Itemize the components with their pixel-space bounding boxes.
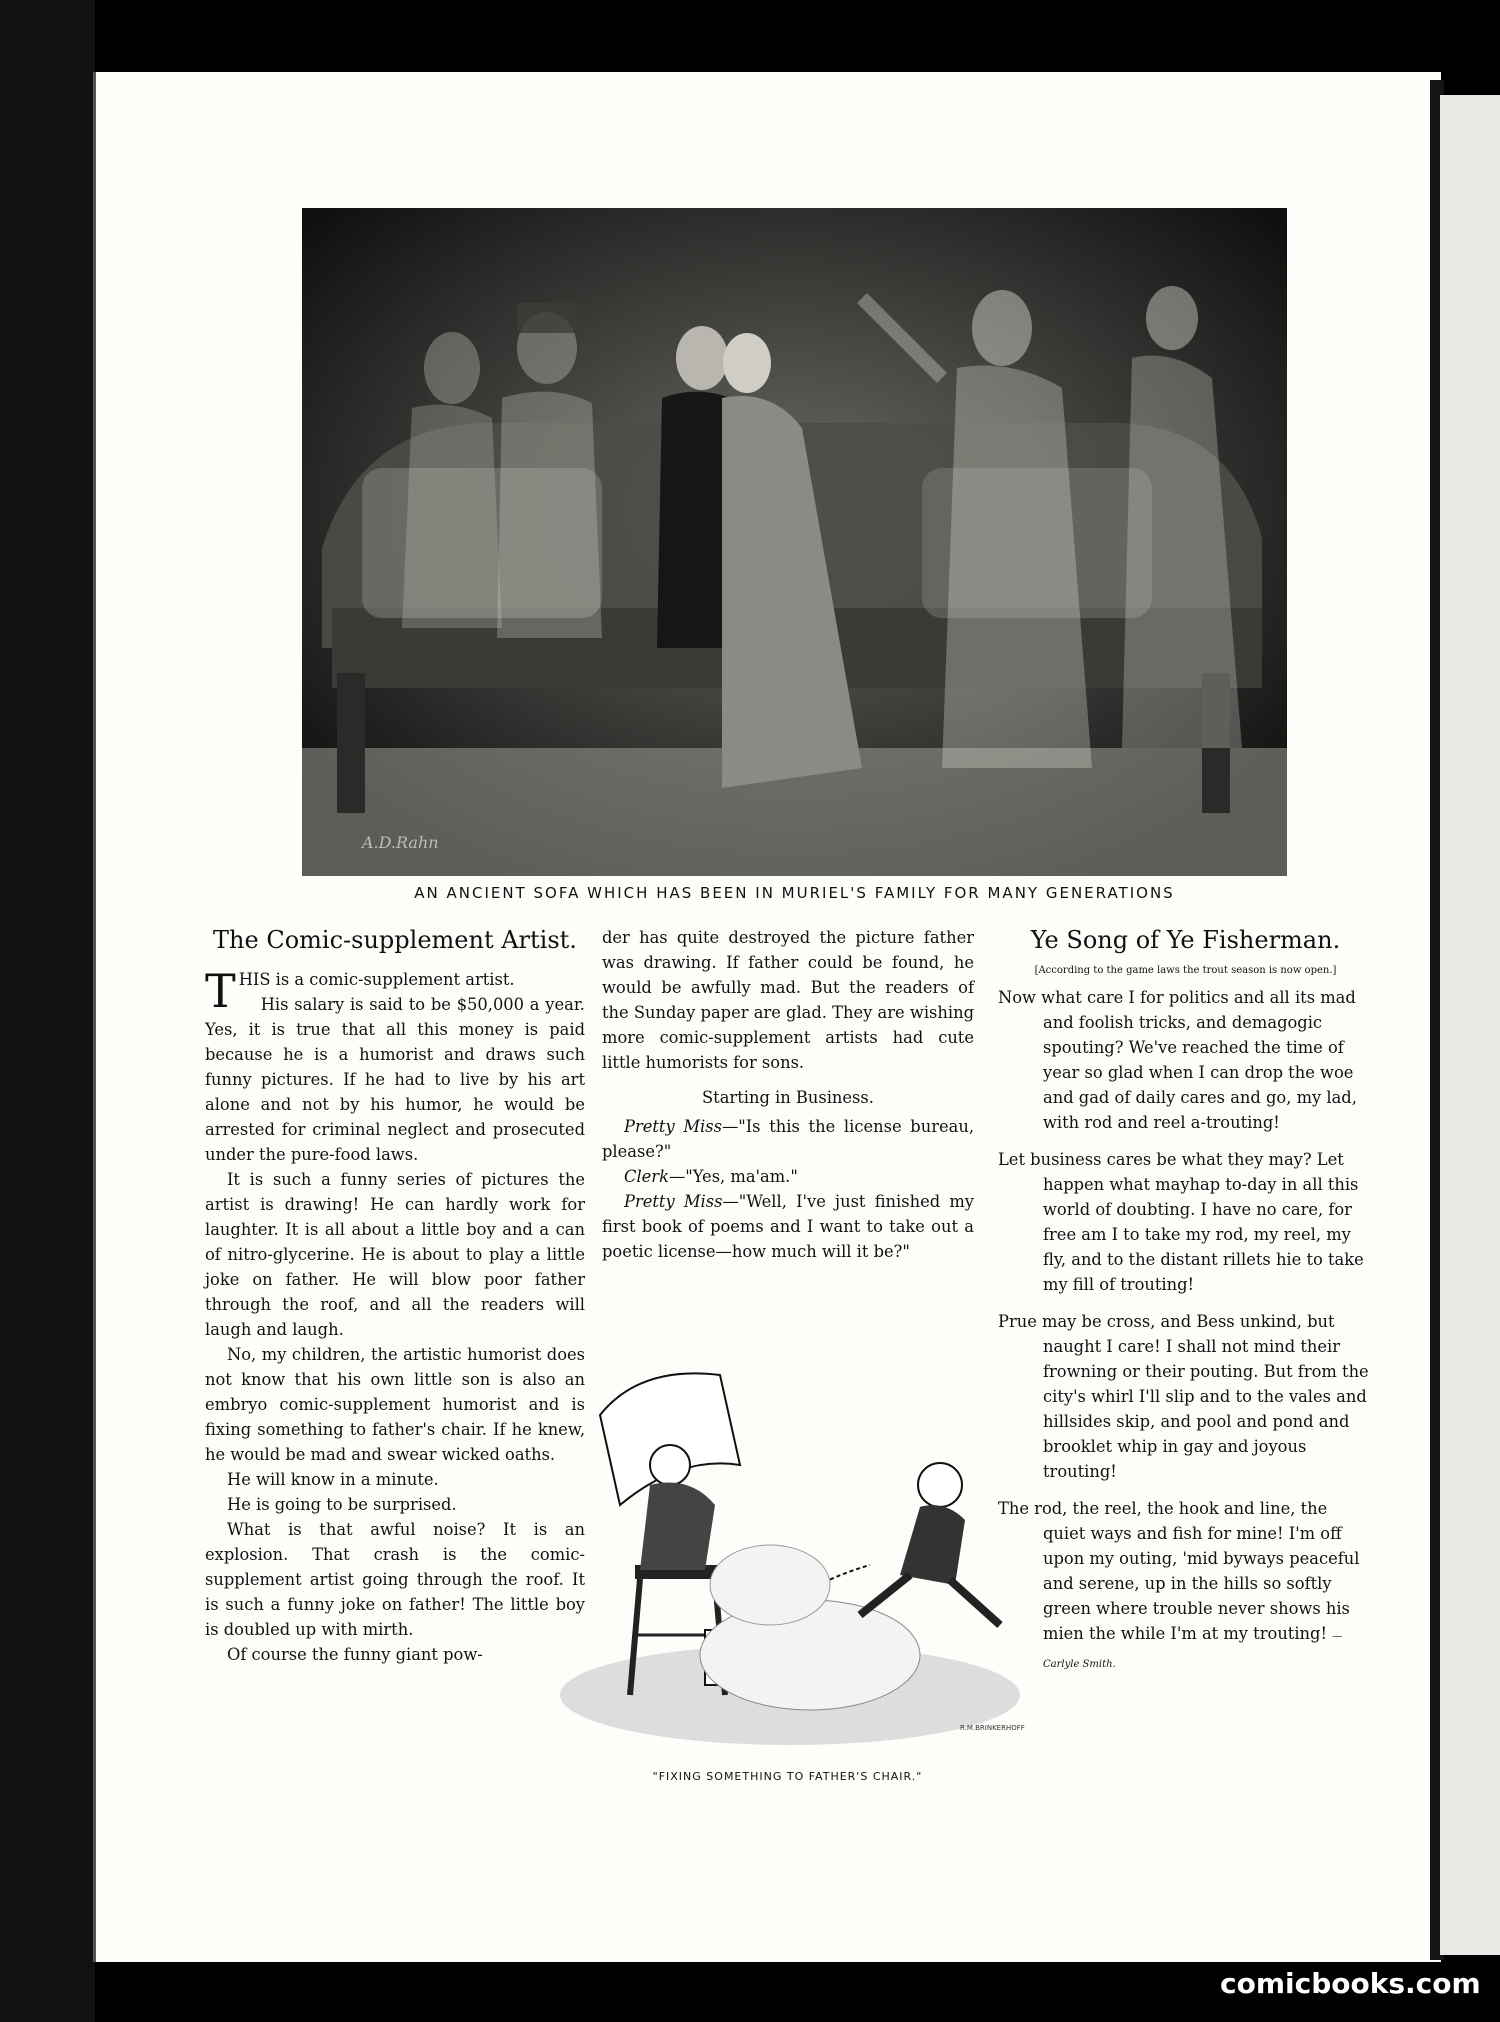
poem-author: —Carlyle Smith.	[1043, 1631, 1343, 1670]
poem-note: [According to the game laws the trout season is now open.]	[1034, 965, 1337, 976]
cartoon-illustration	[540, 1335, 1035, 1780]
dialogue-text: —"Is this the license bureau, please?"	[602, 1117, 974, 1161]
article-paragraph: What is that awful noise? It is an explosion. That crash is the comic-supplement artist going through the roof. It is such a funny joke on father! The little boy is doubled up with mirth.	[205, 1520, 585, 1639]
dialogue-line	[602, 1164, 974, 1189]
speaker: Clerk	[624, 1167, 669, 1186]
stanza-text: The rod, the reel, the hook and line, the quiet ways and fish for mine! I'm off upon my outing, 'mid byways peaceful and serene, up in the hills so softly green where trouble never shows his mien the while I'm at my trouting!	[998, 1499, 1360, 1643]
column-1	[205, 925, 585, 1667]
article-paragraph: Of course the funny giant pow-	[227, 1645, 483, 1664]
poem-stanza	[998, 1309, 1373, 1484]
poem-stanza	[998, 1496, 1373, 1677]
column-2	[602, 925, 974, 1264]
stanza-text: Let business cares be what they may? Let happen what mayhap to-day in all this world of doubting. I have no care, for free am I to take my rod, my reel, my fly, and to the distant rillets hie to take my fill of trouting!	[998, 1150, 1364, 1294]
poem-title: Ye Song of Ye Fisherman.	[1030, 926, 1341, 954]
cartoon-caption: "FIXING SOMETHING TO FATHER'S CHAIR."	[652, 1770, 923, 1783]
dialogue-text: —"Yes, ma'am."	[668, 1167, 798, 1186]
stanza-text: Now what care I for politics and all its mad and foolish tricks, and demagogic spouting? We've reached the time of year so glad when I can drop the woe and gad of daily cares and go, my lad, with rod and reel a-trouting!	[998, 988, 1357, 1132]
anecdote-title: Starting in Business.	[702, 1088, 874, 1107]
article-paragraph: His salary is said to be $50,000 a year. Yes, it is true that all this money is paid because he is a humorist and draws such funny pictures. If he had to live by his art alone and not by his humor, he would be arrested for criminal neglect and prosecuted under the pure-food laws.	[205, 995, 585, 1164]
drop-cap: T	[205, 964, 236, 1018]
scan-border-left	[0, 0, 95, 2022]
illustration-caption: AN ANCIENT SOFA WHICH HAS BEEN IN MURIEL'S FAMILY FOR MANY GENERATIONS	[414, 884, 1175, 902]
dialogue-line	[602, 1114, 974, 1164]
dialogue-line	[602, 1189, 974, 1264]
speaker: Pretty Miss	[624, 1117, 722, 1136]
poem-stanza	[998, 1147, 1373, 1297]
speaker: Pretty Miss	[624, 1192, 723, 1211]
article-paragraph: He will know in a minute.	[227, 1470, 439, 1489]
site-watermark: comicbooks.com	[1220, 1967, 1481, 2000]
article-paragraph: No, my children, the artistic humorist does not know that his own little son is also an embryo comic-supplement humorist and is fixing something to father's chair. If he knew, he would be mad and swear wicked oaths.	[205, 1345, 585, 1464]
sofa-illustration	[302, 208, 1287, 876]
article-paragraph: It is such a funny series of pictures the artist is drawing! He can hardly work for laughter. It is all about a little boy and a can of nitro-glycerine. He is about to play a little joke on father. He will blow poor father through the roof, and all the readers will laugh and laugh.	[205, 1170, 585, 1339]
poem-stanza	[998, 985, 1373, 1135]
stanza-text: Prue may be cross, and Bess unkind, but naught I care! I shall not mind their frowning or their pouting. But from the city's whirl I'll slip and to the vales and hillsides skip, and pool and pond and brooklet whip in gay and joyous trouting!	[998, 1312, 1369, 1481]
article-title: The Comic-supplement Artist.	[213, 926, 577, 954]
cartoon-signature: R.M.BRINKERHOFF	[960, 1724, 1025, 1732]
illustration-signature: A.D.Rahn	[362, 833, 439, 852]
facing-page-edge	[1440, 95, 1500, 1955]
article-paragraph: He is going to be surprised.	[227, 1495, 457, 1514]
column-3	[998, 925, 1373, 1689]
article-continuation: der has quite destroyed the picture father was drawing. If father could be found, he would be awfully mad. But the readers of the Sunday paper are glad. They are wishing more comic-supplement artists had cute little humorists for sons.	[602, 928, 974, 1072]
article-paragraph: HIS is a comic-supplement artist.	[238, 970, 515, 989]
dialogue-text: —"Well, I've just finished my first book of poems and I want to take out a poetic license—how much will it be?"	[602, 1192, 974, 1261]
